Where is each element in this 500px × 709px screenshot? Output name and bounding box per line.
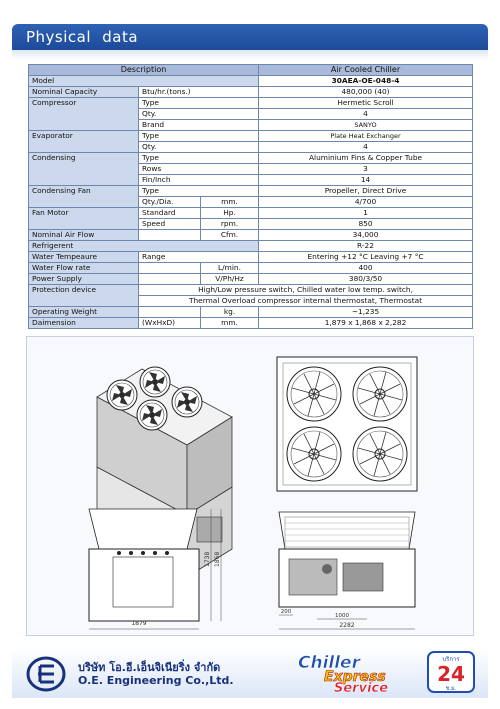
section-header [12, 24, 488, 50]
row-sub: Qty. [139, 109, 259, 120]
row-label: Protection device [29, 285, 139, 307]
row-sub: Type [139, 131, 259, 142]
row-unit: L/min. [201, 263, 259, 274]
protection-line-1: High/Low pressure switch, Chilled water low temp. switch, [139, 285, 473, 296]
badge-line-1: Chiller [298, 653, 360, 673]
row-sub: Standard [139, 208, 201, 219]
row-unit: mm. [201, 197, 259, 208]
row-sub: Brand [139, 120, 259, 131]
row-label: Operating Weight [29, 307, 139, 318]
empty-cell [139, 274, 201, 285]
row-value: 3 [259, 164, 473, 175]
table-header-row [29, 65, 473, 76]
row-value: Propeller, Direct Drive [259, 186, 473, 197]
row-value: 480,000 (40) [259, 87, 473, 98]
row-label: Refrigerent [29, 241, 259, 252]
row-value: 380/3/50 [259, 274, 473, 285]
empty-cell [139, 230, 201, 241]
technical-drawings [27, 337, 475, 637]
protection-line-2: Thermal Overload compressor internal thermostat, Thermostat [139, 296, 473, 307]
row-unit: kg. [201, 307, 259, 318]
row-sub: Type [139, 186, 259, 197]
table-row [29, 153, 473, 164]
row-sub: Type [139, 153, 259, 164]
fan-icon [287, 367, 341, 421]
row-value: 1,879 x 1,868 x 2,282 [259, 318, 473, 329]
top-view [277, 357, 417, 491]
technical-drawings-panel [26, 336, 474, 636]
table-row [29, 98, 473, 109]
row-label: Fan Motor [29, 208, 139, 230]
fan-icon [140, 367, 170, 397]
fan-icon [353, 427, 407, 481]
row-label: Model [29, 76, 259, 87]
row-unit: Cfm. [201, 230, 259, 241]
row-value: 4 [259, 109, 473, 120]
row-unit: rpm. [201, 219, 259, 230]
row-label: Condensing [29, 153, 139, 186]
empty-cell [139, 307, 201, 318]
header-description: Description [29, 65, 259, 76]
row-value: 1 [259, 208, 473, 219]
fan-icon [137, 400, 167, 430]
model-value: 30AEA-OE-048-4 [259, 76, 473, 87]
row-sub: (WxHxD) [139, 318, 201, 329]
row-label: Daimension [29, 318, 139, 329]
fan-icon [172, 387, 202, 417]
company-name-english: O.E. Engineering Co.,Ltd. [78, 674, 234, 687]
header-product: Air Cooled Chiller [259, 65, 473, 76]
row-value: SANYO [259, 120, 473, 131]
header-shadow [12, 50, 488, 60]
fan-icon [107, 380, 137, 410]
side-view [279, 512, 415, 629]
row-label: Compressor [29, 98, 139, 131]
row-unit: mm. [201, 318, 259, 329]
row-unit: Btu/hr.(tons.) [139, 87, 259, 98]
dim-depth-label: 2282 [339, 622, 355, 629]
dim-width-label: 1879 [131, 620, 147, 627]
row-value: 400 [259, 263, 473, 274]
table-row [29, 87, 473, 98]
row-value: 34,000 [259, 230, 473, 241]
table-row [29, 318, 473, 329]
badge-line-3: Service [334, 681, 389, 694]
dim-height-label-1: 1738 [204, 551, 211, 567]
badge-top-label: บริการ [442, 656, 460, 663]
company-name-thai: บริษัท โอ.อี.เอ็นจิเนียริ่ง จำกัด [78, 661, 221, 674]
company-logo-icon [26, 656, 66, 692]
fan-icon [287, 427, 341, 481]
row-sub: Type [139, 98, 259, 109]
row-sub: Qty./Dia. [139, 197, 201, 208]
fan-icon [353, 367, 407, 421]
dim-1000-label: 1000 [335, 613, 349, 619]
row-sub: Speed [139, 219, 201, 230]
row-value: 850 [259, 219, 473, 230]
row-value: 4 [259, 142, 473, 153]
row-sub: Range [139, 252, 259, 263]
row-sub: Qty. [139, 142, 259, 153]
table-row [29, 241, 473, 252]
row-sub: Fin/Inch [139, 175, 259, 186]
row-value: 4/700 [259, 197, 473, 208]
row-label: Water Tempeaure [29, 252, 139, 263]
badge-unit: ช.ม. [445, 686, 457, 692]
row-label: Nominal Air Flow [29, 230, 139, 241]
row-unit: Hp. [201, 208, 259, 219]
table-row [29, 263, 473, 274]
row-value: R-22 [259, 241, 473, 252]
table-row [29, 274, 473, 285]
row-label: Condensing Fan [29, 186, 139, 208]
table-row [29, 131, 473, 142]
table-row [29, 230, 473, 241]
row-value: Plate Heat Exchanger [259, 131, 473, 142]
chiller-express-service-badge [288, 650, 484, 694]
row-label: Nominal Capacity [29, 87, 139, 98]
spec-table [28, 64, 473, 329]
badge-line-2: Express [324, 669, 386, 685]
table-row [29, 186, 473, 197]
row-value: Hermetic Scroll [259, 98, 473, 109]
section-title: Physical data [26, 28, 139, 46]
dim-height-label-2: 1868 [214, 551, 221, 567]
row-label: Water Flow rate [29, 263, 139, 274]
row-sub: Rows [139, 164, 259, 175]
dim-200-label: 200 [280, 609, 292, 615]
row-value: Aluminium Fins & Copper Tube [259, 153, 473, 164]
table-row [29, 208, 473, 219]
empty-cell [139, 263, 201, 274]
table-row [29, 252, 473, 263]
badge-number: 24 [437, 662, 465, 686]
table-row [29, 76, 473, 87]
row-label: Power Supply [29, 274, 139, 285]
row-value: Entering +12 °C Leaving +7 °C [259, 252, 473, 263]
table-row [29, 307, 473, 318]
row-value: ~1,235 [259, 307, 473, 318]
table-row [29, 285, 473, 296]
row-label: Evaporator [29, 131, 139, 153]
row-unit: V/Ph/Hz [201, 274, 259, 285]
row-value: 14 [259, 175, 473, 186]
